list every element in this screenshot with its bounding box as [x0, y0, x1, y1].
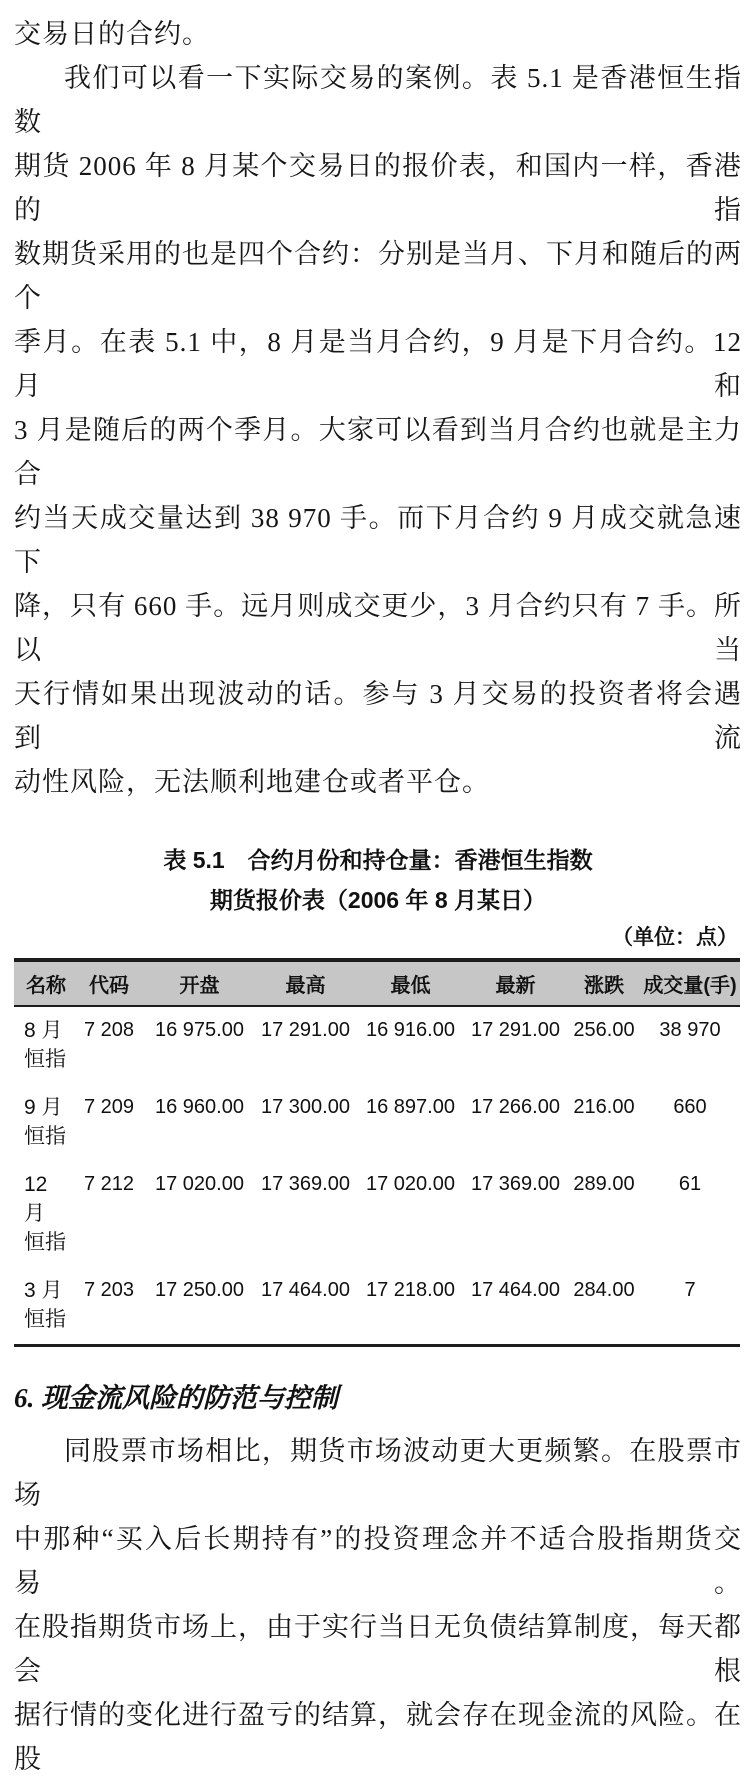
text-line: 约当天成交量达到 38 970 手。而下月合约 9 月成交就急速下	[14, 503, 742, 577]
contract-name-cell	[14, 1267, 72, 1346]
text-line: 降，只有 660 手。远月则成交更少，3 月合约只有 7 手。所以当	[14, 591, 742, 665]
futures-quote-table	[14, 958, 740, 1347]
table-title-line1: 表 5.1 合约月份和持仓量：香港恒生指数	[163, 847, 593, 873]
volume-cell: 61	[678, 1173, 702, 1195]
high-cell: 17 300.00	[261, 1096, 350, 1118]
table-unit-label: （单位：点）	[612, 926, 738, 949]
contract-month: 3 月	[24, 1279, 63, 1302]
column-header-low: 最低	[358, 960, 463, 1006]
high-cell: 17 369.00	[261, 1173, 350, 1195]
volume-cell: 38 970	[659, 1019, 721, 1041]
intro-paragraph	[14, 56, 742, 804]
open-cell: 17 020.00	[155, 1173, 244, 1195]
closing-paragraph	[14, 1429, 742, 1781]
table-title-line2: 期货报价表（2006 年 8 月某日）	[209, 887, 547, 913]
code-cell: 7 212	[83, 1173, 135, 1195]
code-cell: 7 203	[83, 1279, 135, 1301]
open-cell: 16 960.00	[155, 1096, 244, 1118]
table-row	[14, 1006, 740, 1084]
contract-month: 8 月	[24, 1019, 63, 1042]
text-line: 同股票市场相比，期货市场波动更大更频繁。在股票市场	[14, 1436, 742, 1510]
column-header-name: 名称	[14, 960, 72, 1006]
column-header-last: 最新	[463, 960, 568, 1006]
column-header-high: 最高	[253, 960, 358, 1006]
contract-index: 恒指	[24, 1308, 66, 1331]
last-cell: 17 266.00	[471, 1096, 560, 1118]
text-line: 据行情的变化进行盈亏的结算，就会存在现金流的风险。在股	[14, 1700, 742, 1774]
contract-name-cell	[14, 1006, 72, 1084]
text-line: 在股指期货市场上，由于实行当日无负债结算制度，每天都会根	[14, 1612, 742, 1686]
last-cell: 17 369.00	[471, 1173, 560, 1195]
text-line: 季月。在表 5.1 中，8 月是当月合约，9 月是下月合约。12 月和	[14, 327, 742, 401]
text-line: 3 月是随后的两个季月。大家可以看到当月合约也就是主力合	[14, 415, 742, 489]
change-cell: 216.00	[573, 1096, 635, 1118]
low-cell: 17 020.00	[366, 1173, 455, 1195]
change-cell: 256.00	[573, 1019, 635, 1041]
contract-name-cell	[14, 1084, 72, 1161]
contract-month: 12 月	[24, 1173, 48, 1225]
contract-month: 9 月	[24, 1096, 63, 1119]
paragraph-tail-line: 交易日的合约。	[14, 19, 210, 49]
contract-index: 恒指	[24, 1231, 66, 1254]
code-cell: 7 208	[83, 1019, 135, 1041]
text-line: 中那种“买入后长期持有”的投资理念并不适合股指期货交易。	[14, 1524, 742, 1598]
change-cell: 284.00	[573, 1279, 635, 1301]
contract-name-cell	[14, 1161, 72, 1267]
contract-index: 恒指	[24, 1048, 66, 1071]
text-line: 天行情如果出现波动的话。参与 3 月交易的投资者将会遇到流	[14, 679, 742, 753]
table-header-row	[14, 960, 740, 1006]
low-cell: 17 218.00	[366, 1279, 455, 1301]
section-heading: 6. 现金流风险的防范与控制	[14, 1383, 338, 1413]
column-header-open: 开盘	[146, 960, 253, 1006]
change-cell: 289.00	[573, 1173, 635, 1195]
open-cell: 17 250.00	[155, 1279, 244, 1301]
code-cell: 7 209	[83, 1096, 135, 1118]
table-row	[14, 1161, 740, 1267]
table-title	[14, 840, 742, 920]
column-header-volume: 成交量(手)	[640, 960, 740, 1006]
low-cell: 16 916.00	[366, 1019, 455, 1041]
high-cell: 17 464.00	[261, 1279, 350, 1301]
table-row	[14, 1084, 740, 1161]
text-line: 数期货采用的也是四个合约：分别是当月、下月和随后的两个	[14, 239, 742, 313]
text-line: 动性风险，无法顺利地建仓或者平仓。	[14, 767, 490, 797]
open-cell: 16 975.00	[155, 1019, 244, 1041]
high-cell: 17 291.00	[261, 1019, 350, 1041]
volume-cell: 660	[673, 1096, 707, 1118]
text-line: 我们可以看一下实际交易的案例。表 5.1 是香港恒生指数	[14, 63, 742, 137]
column-header-change: 涨跌	[568, 960, 640, 1006]
column-header-code: 代码	[72, 960, 146, 1006]
table-row	[14, 1267, 740, 1346]
last-cell: 17 464.00	[471, 1279, 560, 1301]
low-cell: 16 897.00	[366, 1096, 455, 1118]
text-line: 期货 2006 年 8 月某个交易日的报价表，和国内一样，香港的指	[14, 151, 742, 225]
last-cell: 17 291.00	[471, 1019, 560, 1041]
contract-index: 恒指	[24, 1125, 66, 1148]
volume-cell: 7	[684, 1279, 696, 1301]
